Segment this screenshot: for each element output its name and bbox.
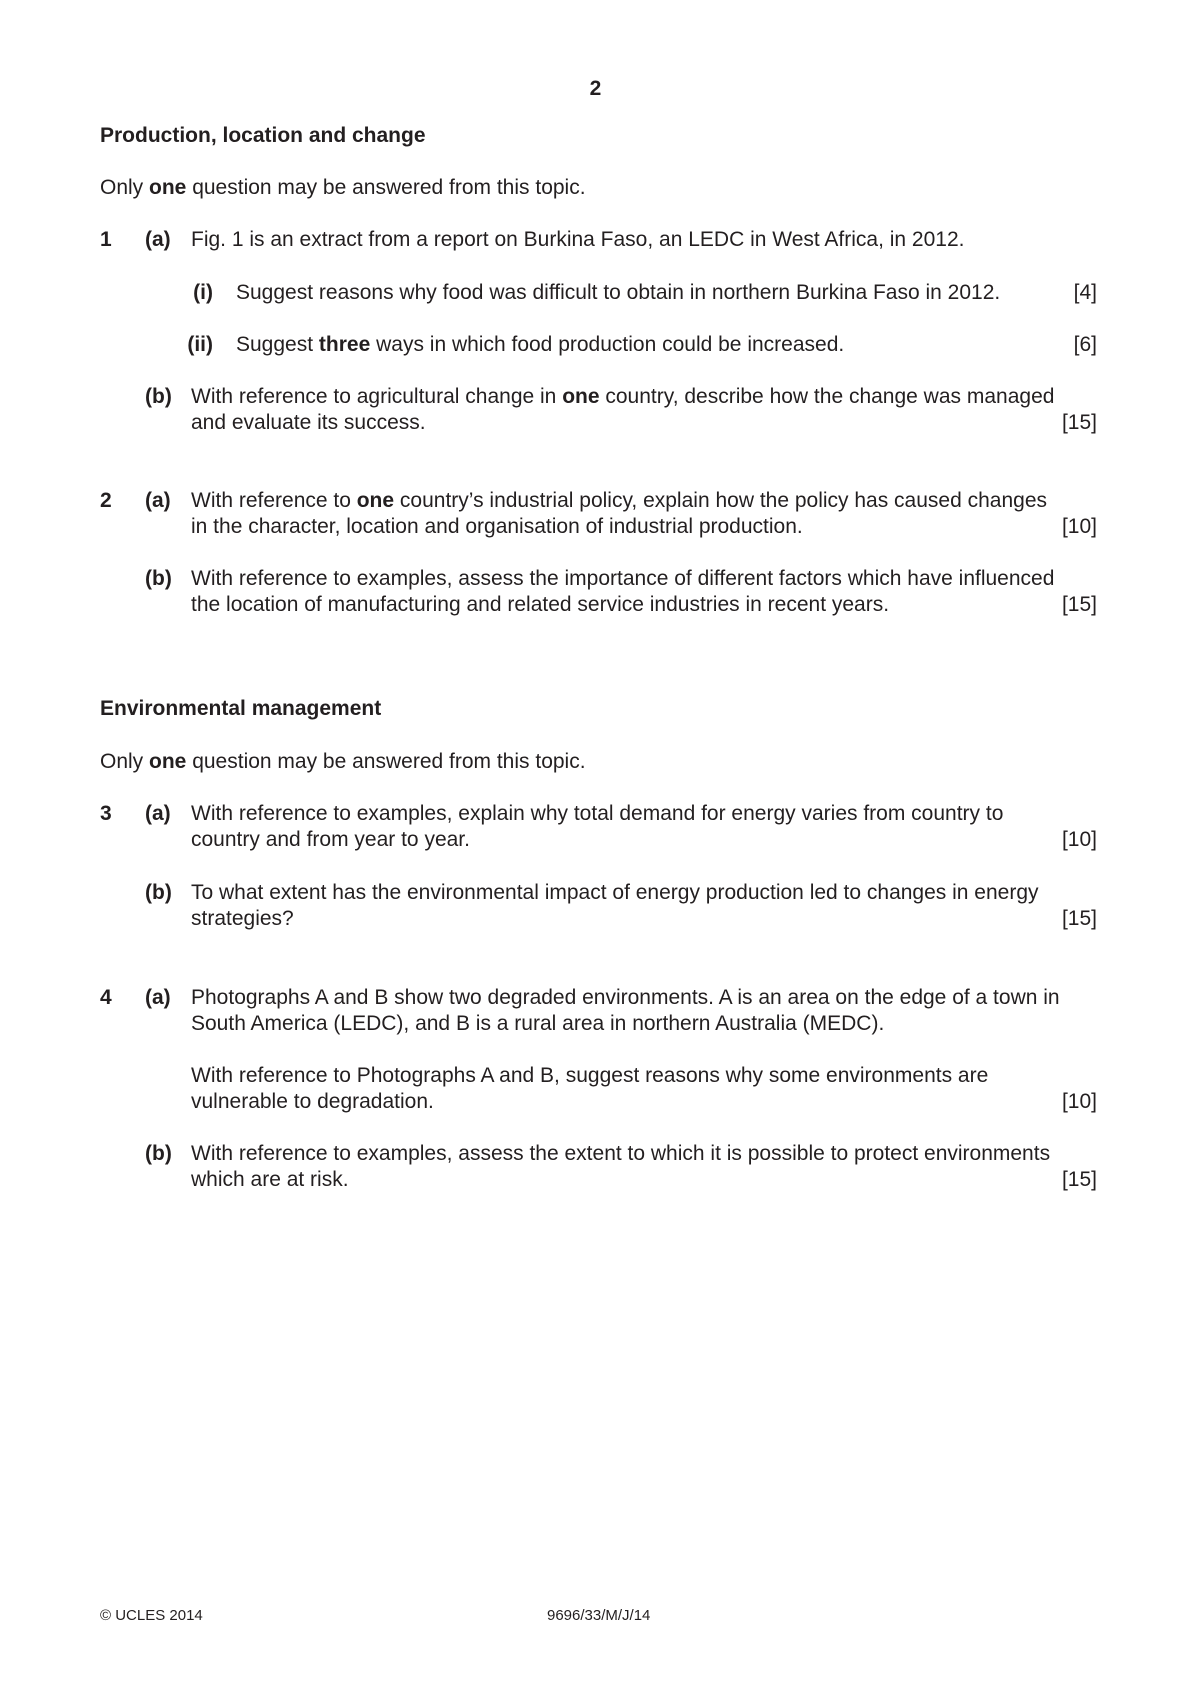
question-text: Fig. 1 is an extract from a report on Burkina Faso, an LEDC in West Africa, in 2012. [191, 228, 965, 251]
question-text: vulnerable to degradation. [191, 1090, 434, 1113]
marks: [4] [1073, 281, 1097, 304]
text-emphasis: three [318, 333, 371, 356]
question-text: Suggest reasons why food was difficult to obtain in northern Burkina Faso in 2012. [236, 281, 1001, 304]
question-text: With reference to examples, explain why total demand for energy varies from country to [191, 802, 1004, 825]
part-label: (a) [145, 986, 171, 1009]
marks: [6] [1073, 333, 1097, 356]
marks: [15] [1061, 907, 1097, 930]
marks: [15] [1061, 1168, 1097, 1191]
marks: [10] [1061, 515, 1097, 538]
question-text: With reference to Photographs A and B, suggest reasons why some environments are [191, 1064, 989, 1087]
part-label: (b) [145, 567, 172, 590]
page-number: 2 [589, 77, 602, 100]
question-text: in the character, location and organisation of industrial production. [191, 515, 803, 538]
question-text [236, 332, 1097, 358]
instruction-text: Only [100, 176, 150, 199]
marks: [15] [1061, 411, 1097, 434]
section-title: Environmental management [100, 697, 382, 720]
footer-copyright: © UCLES 2014 [100, 1607, 203, 1624]
instruction-text: Only [100, 750, 150, 773]
question-text: Photographs A and B show two degraded environments. A is an area on the edge of a town in [191, 986, 1060, 1009]
marks: [10] [1061, 1090, 1097, 1113]
part-label: (b) [145, 1142, 172, 1165]
question-number: 3 [100, 802, 112, 825]
text-run: country, describe how the change was managed [599, 385, 1055, 408]
section-title: Production, location and change [100, 124, 426, 147]
question-text [191, 384, 1097, 410]
question-text: the location of manufacturing and related service industries in recent years. [191, 593, 890, 616]
instruction-text: question may be answered from this topic. [186, 176, 586, 199]
question-text: With reference to examples, assess the extent to which it is possible to protect environments [191, 1142, 1051, 1165]
question-text: country and from year to year. [191, 828, 470, 851]
text-run: ways in which food production could be increased. [370, 333, 845, 356]
part-label: (a) [145, 489, 171, 512]
question-number: 4 [100, 986, 112, 1009]
section-instruction [100, 175, 586, 201]
marks: [10] [1061, 828, 1097, 851]
subpart-label: (ii) [187, 333, 213, 356]
part-label: (a) [145, 802, 171, 825]
subpart-label: (i) [193, 281, 213, 304]
text-run: country’s industrial policy, explain how the policy has caused changes [394, 489, 1048, 512]
text-run: With reference to agricultural change in [191, 385, 563, 408]
question-number: 1 [100, 228, 112, 251]
footer-paper-code: 9696/33/M/J/14 [547, 1607, 651, 1624]
instruction-emphasis: one [149, 750, 187, 773]
part-label: (b) [145, 385, 172, 408]
part-label: (a) [145, 228, 171, 251]
question-number: 2 [100, 489, 112, 512]
question-text: With reference to examples, assess the importance of different factors which have influenced [191, 567, 1055, 590]
text-run: Suggest [236, 333, 319, 356]
text-run: With reference to [191, 489, 357, 512]
question-text: To what extent has the environmental impact of energy production led to changes in energy [191, 881, 1039, 904]
instruction-text: question may be answered from this topic. [186, 750, 586, 773]
text-emphasis: one [562, 385, 600, 408]
question-text [191, 488, 1097, 514]
section-instruction [100, 749, 586, 775]
marks: [15] [1061, 593, 1097, 616]
instruction-emphasis: one [149, 176, 187, 199]
part-label: (b) [145, 881, 172, 904]
question-text: and evaluate its success. [191, 411, 426, 434]
question-text: South America (LEDC), and B is a rural area in northern Australia (MEDC). [191, 1012, 885, 1035]
text-emphasis: one [356, 489, 395, 512]
question-text: which are at risk. [191, 1168, 349, 1191]
question-text: strategies? [191, 907, 294, 930]
